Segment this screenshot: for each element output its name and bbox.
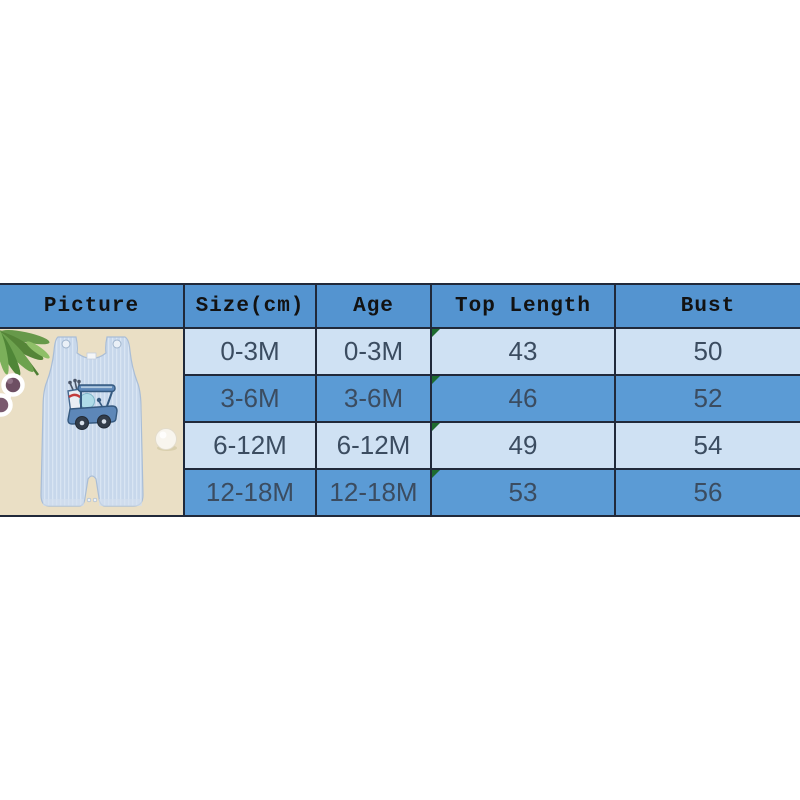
top-length-value: 43	[508, 336, 538, 366]
golf-ball-icon	[156, 429, 178, 452]
product-picture-cell	[0, 328, 184, 516]
header-cell-top-length: Top Length	[431, 284, 615, 328]
size-cell: 12-18M	[184, 469, 316, 516]
error-indicator-triangle	[432, 376, 440, 384]
age-cell: 12-18M	[316, 469, 431, 516]
header-cell-bust: Bust	[615, 284, 800, 328]
error-indicator-triangle	[432, 423, 440, 431]
bust-cell: 54	[615, 422, 800, 469]
bust-cell: 52	[615, 375, 800, 422]
top-length-cell	[431, 328, 615, 375]
header-row	[0, 284, 800, 328]
size-cell: 6-12M	[184, 422, 316, 469]
top-length-value: 49	[508, 430, 538, 460]
size-chart	[0, 283, 800, 517]
top-length-cell	[431, 469, 615, 516]
table-row	[0, 328, 800, 375]
header-cell-age: Age	[316, 284, 431, 328]
top-length-value: 46	[508, 383, 538, 413]
top-length-value: 53	[508, 477, 538, 507]
size-cell: 0-3M	[184, 328, 316, 375]
error-indicator-triangle	[432, 470, 440, 478]
bust-cell: 56	[615, 469, 800, 516]
bust-cell: 50	[615, 328, 800, 375]
neck-label	[87, 353, 96, 359]
age-cell: 6-12M	[316, 422, 431, 469]
header-cell-size: Size(cm)	[184, 284, 316, 328]
header-cell-picture: Picture	[0, 284, 184, 328]
top-length-cell	[431, 375, 615, 422]
size-chart-table	[0, 283, 800, 517]
shoulder-button-right	[113, 340, 121, 348]
shoulder-button-left	[62, 340, 70, 348]
age-cell: 3-6M	[316, 375, 431, 422]
error-indicator-triangle	[432, 329, 440, 337]
top-length-cell	[431, 422, 615, 469]
product-photo	[0, 329, 184, 515]
age-cell: 0-3M	[316, 328, 431, 375]
size-cell: 3-6M	[184, 375, 316, 422]
